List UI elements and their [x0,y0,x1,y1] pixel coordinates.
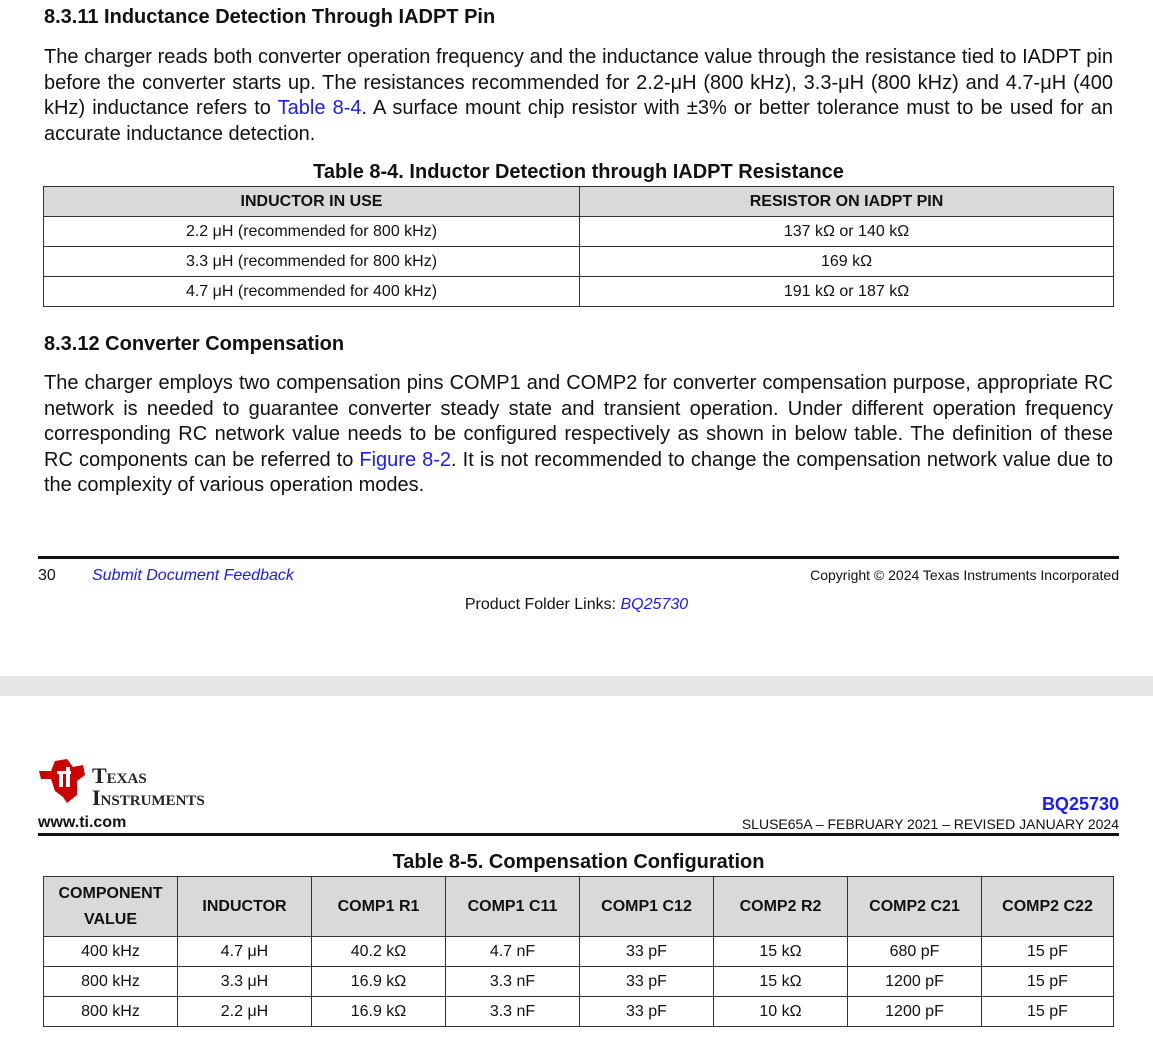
page-number: 30 [38,567,56,584]
column-header: COMP2 R2 [714,877,848,937]
table-row [44,277,1114,307]
table-cell: 191 kΩ or 187 kΩ [580,277,1114,307]
inductor-detection-table [43,186,1114,307]
table-cell: 800 kHz [44,997,178,1027]
paragraph-text: The charger employs two compensation pins COMP1 and COMP2 for converter compensation purpose, appropriate RC network is needed to guarantee converter steady state and transient operation. Under different operation frequency corresponding RC network value needs to be configured respectively as shown in below table. The definition of these RC components can be referred to [44,372,1113,471]
table-cell: 2.2 μH (recommended for 800 kHz) [44,217,580,247]
product-folder-label: Product Folder Links: [464,596,621,613]
section-paragraph-compensation [44,371,1113,499]
table-cell: 33 pF [580,997,714,1027]
table-caption: Table 8-5. Compensation Configuration [392,851,765,873]
table-cell: 4.7 μH [178,937,312,967]
product-folder-link[interactable]: BQ25730 [620,596,689,613]
document-info: SLUSE65A – FEBRUARY 2021 – REVISED JANUARY 2024 [741,816,1119,832]
part-number-link[interactable]: BQ25730 [1041,794,1119,814]
column-header: INDUCTOR IN USE [44,187,580,217]
ti-logo-icon [37,757,89,805]
table-row [44,967,1114,997]
table-cell: 400 kHz [44,937,178,967]
page-separator [0,676,1153,696]
footer-rule [38,556,1119,559]
table-cell: 15 pF [982,997,1114,1027]
logo-line-2: Instruments [92,785,205,810]
product-folder-links [0,596,1153,614]
table-cell: 4.7 nF [446,937,580,967]
table-cell: 16.9 kΩ [312,997,446,1027]
table-row [44,937,1114,967]
table-cell: 2.2 μH [178,997,312,1027]
section-heading-inductance: 8.3.11 Inductance Detection Through IADPT Pin [44,6,496,28]
column-header: COMP1 C11 [446,877,580,937]
submit-feedback-link[interactable]: Submit Document Feedback [92,567,294,584]
copyright-text: Copyright © 2024 Texas Instruments Incorporated [810,567,1119,583]
column-header: COMP1 R1 [312,877,446,937]
table-cell: 3.3 μH (recommended for 800 kHz) [44,247,580,277]
ti-logo-text [92,765,205,809]
column-header: COMP2 C22 [982,877,1114,937]
column-header: COMP2 C21 [848,877,982,937]
table-caption: Table 8-4. Inductor Detection through IADPT Resistance [313,161,844,183]
table-cell: 15 pF [982,967,1114,997]
website-link[interactable]: www.ti.com [38,814,127,831]
table-cell: 3.3 μH [178,967,312,997]
table-cell: 1200 pF [848,997,982,1027]
section-paragraph-inductance [44,45,1113,147]
table-cell: 1200 pF [848,967,982,997]
table-header-row [44,877,1114,937]
column-header: INDUCTOR [178,877,312,937]
table-header-row [44,187,1114,217]
column-header: RESISTOR ON IADPT PIN [580,187,1114,217]
compensation-table [43,876,1114,1027]
table-cell: 3.3 nF [446,997,580,1027]
table-cell: 15 kΩ [714,937,848,967]
column-header: COMPONENT VALUE [44,877,178,937]
table-cell: 33 pF [580,937,714,967]
table-cell: 15 pF [982,937,1114,967]
table-cell: 169 kΩ [580,247,1114,277]
section-heading-compensation: 8.3.12 Converter Compensation [44,333,345,355]
column-header: COMP1 C12 [580,877,714,937]
paragraph-text: . It is not recommended to change the compensation network value due to the complexity of various operation modes. [44,448,1113,497]
table-8-4-link[interactable]: Table 8-4 [277,97,362,120]
paragraph-text: The charger reads both converter operation frequency and the inductance value through the resistance tied to IADPT pin before the converter starts up. The resistances recommended for 2.2-μH (800 kHz), 3.3-μH (800 kHz) and 4.7-μH (400 kHz) inductance refers to [44,46,1113,120]
table-cell: 16.9 kΩ [312,967,446,997]
table-cell: 33 pF [580,967,714,997]
table-cell: 800 kHz [44,967,178,997]
table-cell: 40.2 kΩ [312,937,446,967]
paragraph-text: . A surface mount chip resistor with ±3% or better tolerance must to be used for an accurate inductance detection. [44,97,1114,145]
table-cell: 4.7 μH (recommended for 400 kHz) [44,277,580,307]
table-cell: 10 kΩ [714,997,848,1027]
table-row [44,247,1114,277]
table-cell: 15 kΩ [714,967,848,997]
table-row [44,997,1114,1027]
logo-line-1: Texas [92,763,147,788]
table-row [44,217,1114,247]
figure-8-2-link[interactable]: Figure 8-2 [359,448,452,471]
table-cell: 137 kΩ or 140 kΩ [580,217,1114,247]
table-cell: 680 pF [848,937,982,967]
table-cell: 3.3 nF [446,967,580,997]
header-rule [38,833,1119,836]
